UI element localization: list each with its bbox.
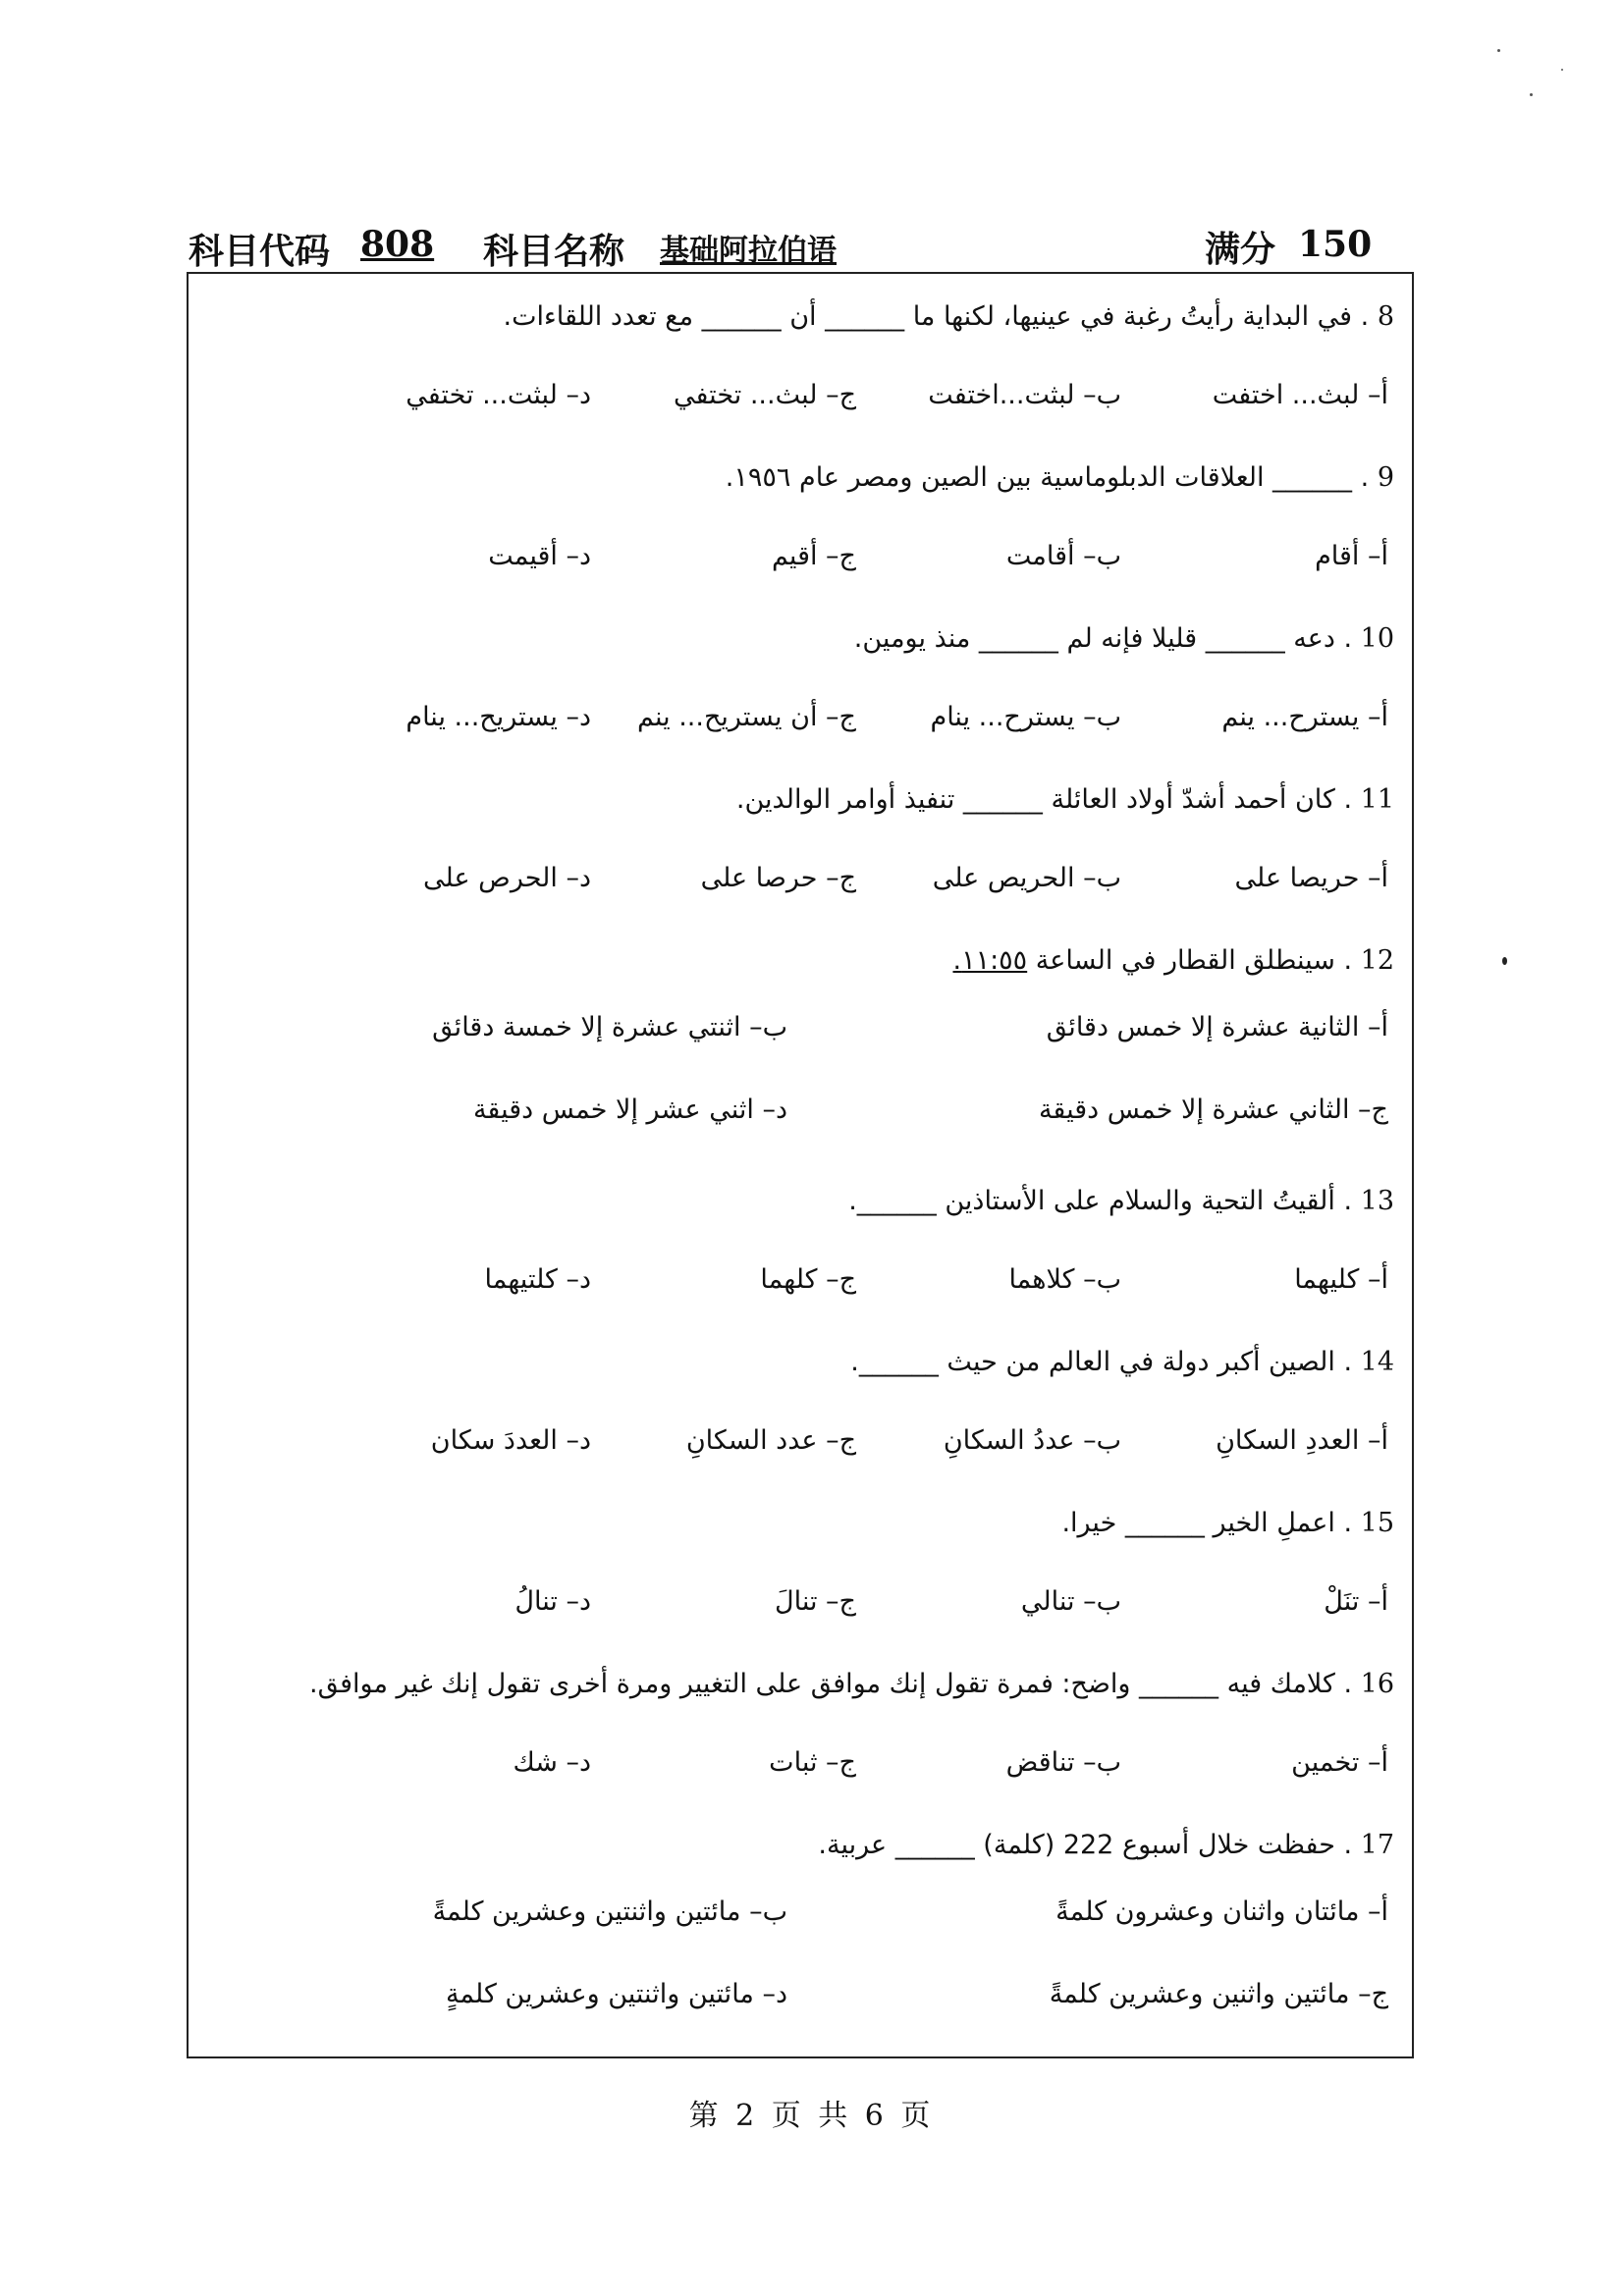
option-d: د– يستريح... ينام bbox=[406, 702, 591, 732]
option-c: ج– أن يستريح... ينم bbox=[637, 702, 856, 732]
question-stem: 12 . سينطلق القطار في الساعة ١١:٥٥. bbox=[952, 945, 1394, 976]
question-number: 9 bbox=[1377, 462, 1394, 493]
question-stem: 8 . في البداية رأيتُ رغبة في عينيها، لكنها ما ______ أن ______ مع تعدد اللقاءات. bbox=[503, 301, 1394, 332]
question-number: 12 bbox=[1360, 945, 1394, 976]
question-number: 10 bbox=[1360, 623, 1394, 654]
question-11 bbox=[189, 776, 1416, 937]
option-a: أ– أقام bbox=[1315, 541, 1388, 571]
page-footer: 第 2 页 共 6 页 bbox=[688, 2099, 935, 2133]
question-text: ألقيتُ التحية والسلام على الأستاذين ______. bbox=[848, 1186, 1335, 1216]
option-c: ج– عدد السكانِ bbox=[685, 1425, 856, 1456]
question-stem: 11 . كان أحمد أشدّ أولاد العائلة ______ تنفيذ أوامر الوالدين. bbox=[735, 784, 1394, 815]
question-text: الصين أكبر دولة في العالم من حيث ______. bbox=[850, 1347, 1335, 1377]
option-b: ب– الحريص على bbox=[932, 863, 1121, 893]
scan-speck bbox=[1497, 49, 1500, 52]
exam-header bbox=[189, 214, 1373, 273]
option-c: ج– لبث... تختفي bbox=[674, 380, 856, 410]
option-a: أ– تخمين bbox=[1291, 1747, 1388, 1778]
question-text: سينطلق القطار في الساعة bbox=[1035, 945, 1335, 976]
scan-speck bbox=[1530, 93, 1533, 96]
option-a: أ– لبث... اختفت bbox=[1212, 380, 1388, 410]
option-b: ب– لبثت...اختفت bbox=[928, 380, 1121, 410]
option-c: ج– تنالَ bbox=[774, 1586, 856, 1617]
question-number: 17 bbox=[1360, 1830, 1394, 1860]
option-b: ب– اثنتي عشرة إلا خمسة دقائق bbox=[432, 1012, 787, 1042]
question-text: في البداية رأيتُ رغبة في عينيها، لكنها ما ______ أن ______ مع تعدد اللقاءات. bbox=[503, 301, 1353, 332]
question-stem: 14 . الصين أكبر دولة في العالم من حيث ______. bbox=[850, 1347, 1394, 1377]
option-d: د– أقيمت bbox=[488, 541, 591, 571]
option-c: ج– ثبات bbox=[769, 1747, 856, 1778]
option-b: ب– كلاهما bbox=[1008, 1264, 1121, 1295]
question-stem: 16 . كلامك فيه ______ واضح: فمرة تقول إنك موافق على التغيير ومرة أخرى تقول إنك غير موافق. bbox=[309, 1669, 1394, 1699]
option-c: ج– أقيم bbox=[771, 541, 856, 571]
question-17 bbox=[189, 1822, 1416, 2062]
question-list bbox=[189, 294, 1416, 2062]
question-number: 15 bbox=[1360, 1508, 1394, 1538]
question-stem: 15 . اعملِ الخير ______ خيرا. bbox=[1061, 1508, 1394, 1538]
question-text: كلامك فيه ______ واضح: فمرة تقول إنك موافق على التغيير ومرة أخرى تقول إنك غير موافق. bbox=[309, 1669, 1335, 1699]
option-a: أ– حريصا على bbox=[1234, 863, 1388, 893]
option-a: أ– الثانية عشرة إلا خمس دقائق bbox=[1046, 1012, 1388, 1042]
full-score-label: 满分 bbox=[1205, 229, 1276, 270]
scan-speck bbox=[1502, 957, 1507, 965]
option-b: ب– مائتين واثنتين وعشرين كلمةً bbox=[432, 1896, 787, 1927]
questions-frame bbox=[187, 272, 1414, 2058]
question-text: دعه ______ قليلا فإنه لم ______ منذ يومين. bbox=[853, 623, 1335, 654]
option-c: ج– كلهما bbox=[760, 1264, 856, 1295]
question-stem: 17 . حفظت خلال أسبوع 222 (كلمة) ______ عربية. bbox=[818, 1830, 1394, 1860]
option-a: أ– تنَلْ bbox=[1324, 1586, 1388, 1617]
question-8 bbox=[189, 294, 1416, 454]
question-stem: 10 . دعه ______ قليلا فإنه لم ______ منذ يومين. bbox=[853, 623, 1394, 654]
option-d: د– شك bbox=[513, 1747, 591, 1778]
option-b: ب– تناقض bbox=[1005, 1747, 1121, 1778]
question-number: 8 bbox=[1377, 301, 1394, 332]
option-c: ج– الثاني عشرة إلا خمس دقيقة bbox=[1038, 1095, 1388, 1125]
question-number: 13 bbox=[1360, 1186, 1394, 1216]
question-10 bbox=[189, 615, 1416, 776]
option-b: ب– تنالي bbox=[1020, 1586, 1121, 1617]
option-b: ب– أقامت bbox=[1005, 541, 1121, 571]
question-stem: 13 . ألقيتُ التحية والسلام على الأستاذين ______. bbox=[848, 1186, 1394, 1216]
option-d: د– كلتيهما bbox=[484, 1264, 591, 1295]
question-13 bbox=[189, 1178, 1416, 1339]
question-time: ١١:٥٥. bbox=[952, 945, 1028, 976]
question-number: 14 bbox=[1360, 1347, 1394, 1377]
option-a: أ– مائتان واثنان وعشرون كلمةً bbox=[1055, 1896, 1388, 1927]
option-a: أ– كليهما bbox=[1294, 1264, 1388, 1295]
question-16 bbox=[189, 1661, 1416, 1822]
option-d: د– لبثت... تختفي bbox=[406, 380, 591, 410]
question-12 bbox=[189, 937, 1416, 1178]
question-stem: 9 . ______ العلاقات الدبلوماسية بين الصين ومصر عام ١٩٥٦. bbox=[725, 462, 1394, 493]
question-15 bbox=[189, 1500, 1416, 1661]
question-number: 16 bbox=[1360, 1669, 1394, 1699]
option-b: ب– عددُ السكانِ bbox=[943, 1425, 1121, 1456]
full-score-value: 150 bbox=[1298, 224, 1373, 265]
question-text: حفظت خلال أسبوع 222 (كلمة) ______ عربية. bbox=[818, 1830, 1335, 1860]
question-text: اعملِ الخير ______ خيرا. bbox=[1061, 1508, 1335, 1538]
option-d: د– اثني عشر إلا خمس دقيقة bbox=[472, 1095, 787, 1125]
question-text: ______ العلاقات الدبلوماسية بين الصين ومصر عام ١٩٥٦. bbox=[725, 462, 1353, 493]
option-c: ج– مائتين واثنين وعشرين كلمةً bbox=[1049, 1979, 1388, 2009]
question-text: كان أحمد أشدّ أولاد العائلة ______ تنفيذ أوامر الوالدين. bbox=[735, 784, 1335, 815]
option-d: د– مائتين واثنتين وعشرين كلمةٍ bbox=[445, 1979, 787, 2009]
subject-name-label: 科目名称 bbox=[483, 231, 625, 272]
option-d: د– تنالُ bbox=[514, 1586, 591, 1617]
option-a: أ– يسترح... ينم bbox=[1221, 702, 1388, 732]
scan-speck bbox=[1561, 69, 1563, 71]
question-number: 11 bbox=[1360, 784, 1394, 815]
option-d: د– العددَ سكان bbox=[430, 1425, 591, 1456]
option-b: ب– يسترح... ينام bbox=[930, 702, 1121, 732]
question-9 bbox=[189, 454, 1416, 615]
option-d: د– الحرص على bbox=[423, 863, 591, 893]
subject-code-label: 科目代码 bbox=[189, 231, 331, 272]
question-14 bbox=[189, 1339, 1416, 1500]
subject-code-value: 808 bbox=[360, 224, 435, 265]
subject-name-value: 基础阿拉伯语 bbox=[660, 234, 837, 268]
option-c: ج– حرصا على bbox=[700, 863, 856, 893]
option-a: أ– العددِ السكانِ bbox=[1216, 1425, 1388, 1456]
